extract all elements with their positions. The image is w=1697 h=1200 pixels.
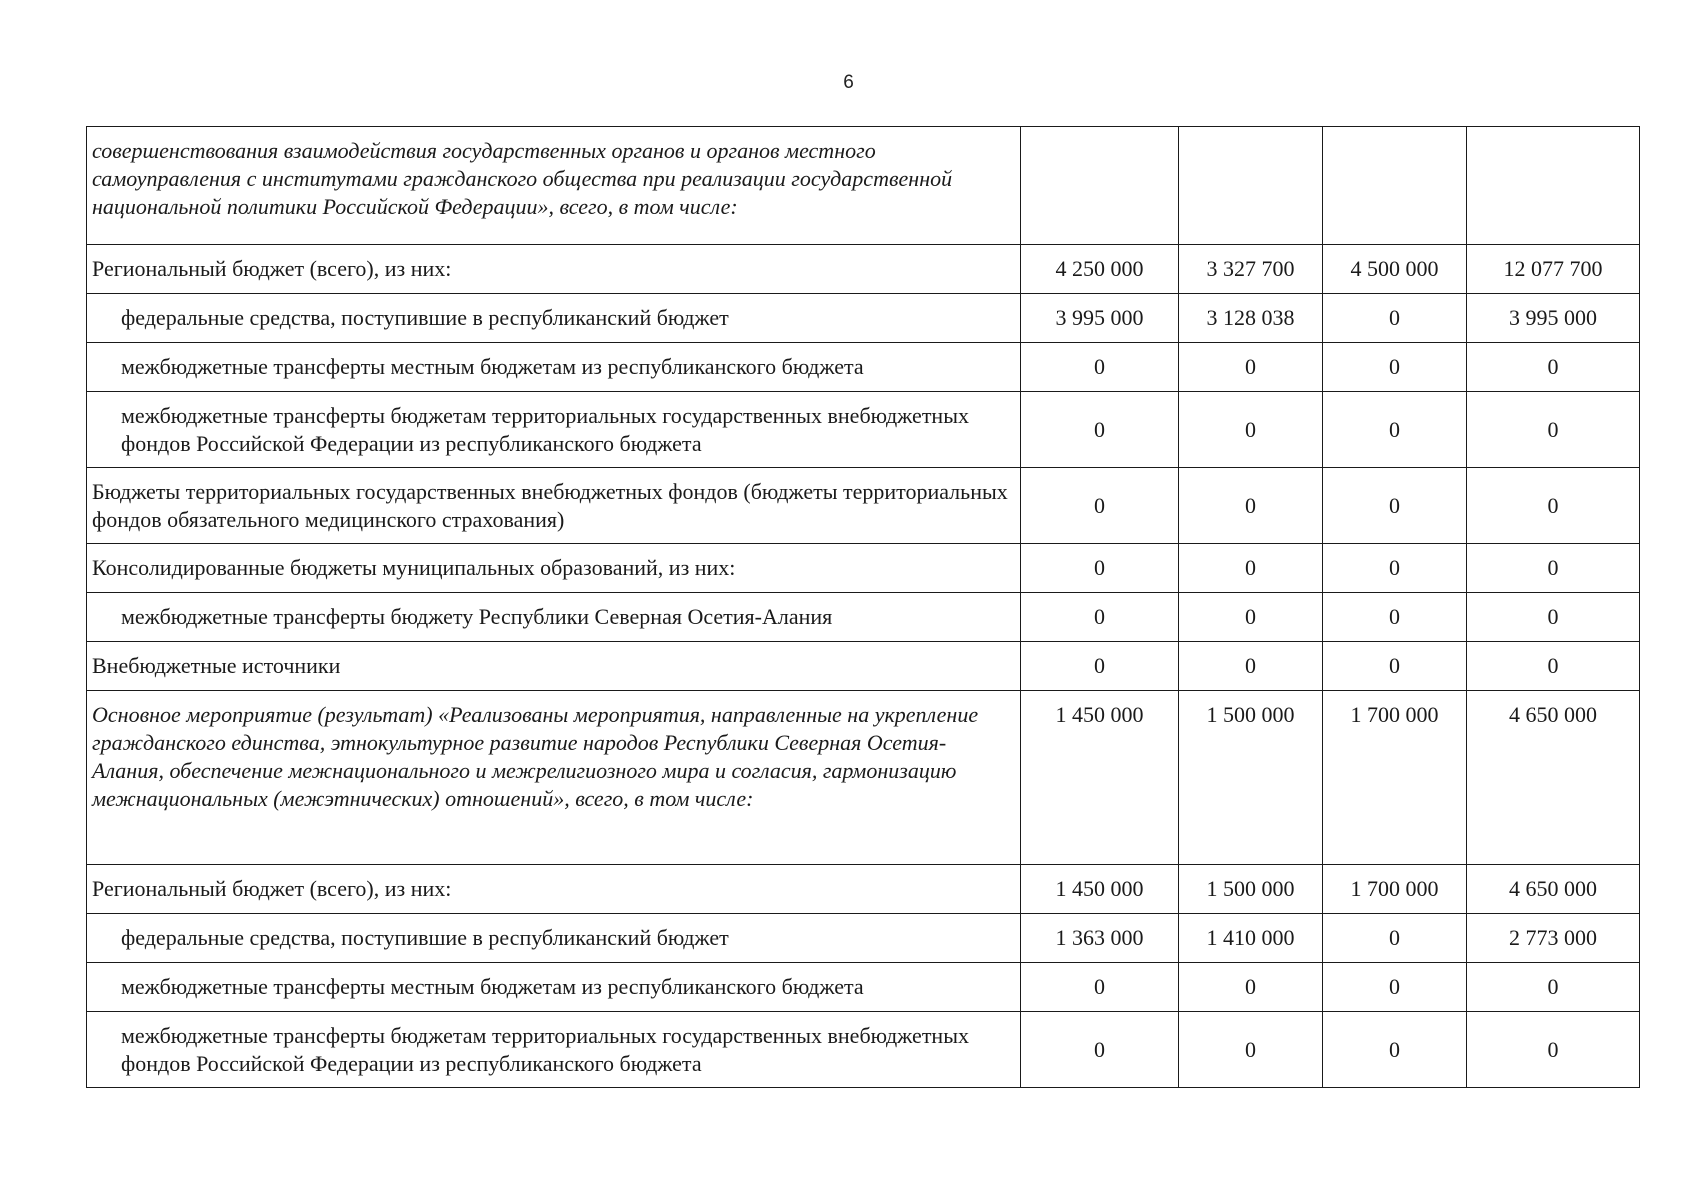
row-label: Основное мероприятие (результат) «Реализованы мероприятия, направленные на укрепление гражданского единства, этнокультурное развитие народов Республики Северная Осетия-Алания, обеспечение межнационального и межрелигиозного мира и согласия, гармонизацию межнациональных (межэтнических) отношений», всего, в том числе: xyxy=(87,691,1021,865)
row-value-4: 4 650 000 xyxy=(1467,865,1640,914)
row-value-1: 1 450 000 xyxy=(1021,865,1179,914)
row-value-4: 2 773 000 xyxy=(1467,914,1640,963)
row-value-1: 0 xyxy=(1021,593,1179,642)
row-value-1: 0 xyxy=(1021,343,1179,392)
row-value-1: 0 xyxy=(1021,963,1179,1012)
row-value-4: 0 xyxy=(1467,392,1640,468)
row-label: Консолидированные бюджеты муниципальных образований, из них: xyxy=(87,544,1021,593)
row-value-3: 0 xyxy=(1323,294,1467,343)
table-row xyxy=(87,1012,1640,1088)
row-value-3: 0 xyxy=(1323,392,1467,468)
row-value-2: 0 xyxy=(1179,963,1323,1012)
row-value-4: 0 xyxy=(1467,1012,1640,1088)
row-label: федеральные средства, поступившие в республиканский бюджет xyxy=(87,294,1021,343)
row-value-4: 0 xyxy=(1467,468,1640,544)
row-value-2: 0 xyxy=(1179,544,1323,593)
row-value-1: 0 xyxy=(1021,642,1179,691)
row-label: Внебюджетные источники xyxy=(87,642,1021,691)
table-row xyxy=(87,914,1640,963)
row-value-2: 1 500 000 xyxy=(1179,691,1323,865)
row-value-3: 0 xyxy=(1323,343,1467,392)
row-value-2: 0 xyxy=(1179,593,1323,642)
row-value-4: 3 995 000 xyxy=(1467,294,1640,343)
row-value-4: 12 077 700 xyxy=(1467,245,1640,294)
row-value-1: 4 250 000 xyxy=(1021,245,1179,294)
row-value-3: 0 xyxy=(1323,1012,1467,1088)
row-label: межбюджетные трансферты бюджету Республики Северная Осетия-Алания xyxy=(87,593,1021,642)
table-row xyxy=(87,245,1640,294)
row-label: совершенствования взаимодействия государственных органов и органов местного самоуправления с институтами гражданского общества при реализации государственной национальной политики Российской Федерации», всего, в том числе: xyxy=(87,127,1021,245)
row-value-3: 0 xyxy=(1323,642,1467,691)
row-label: межбюджетные трансферты местным бюджетам из республиканского бюджета xyxy=(87,343,1021,392)
row-value-1: 0 xyxy=(1021,392,1179,468)
row-label: Региональный бюджет (всего), из них: xyxy=(87,245,1021,294)
row-value-3: 0 xyxy=(1323,544,1467,593)
table-row xyxy=(87,544,1640,593)
row-value-1 xyxy=(1021,127,1179,245)
table-row xyxy=(87,642,1640,691)
row-value-3: 0 xyxy=(1323,914,1467,963)
row-value-2: 0 xyxy=(1179,392,1323,468)
row-value-3 xyxy=(1323,127,1467,245)
table-row xyxy=(87,865,1640,914)
row-value-4: 0 xyxy=(1467,593,1640,642)
row-value-3: 1 700 000 xyxy=(1323,865,1467,914)
row-value-1: 0 xyxy=(1021,1012,1179,1088)
row-value-2: 0 xyxy=(1179,642,1323,691)
row-value-3: 0 xyxy=(1323,593,1467,642)
row-value-1: 1 363 000 xyxy=(1021,914,1179,963)
table-row xyxy=(87,468,1640,544)
row-value-1: 0 xyxy=(1021,468,1179,544)
row-value-2: 1 500 000 xyxy=(1179,865,1323,914)
table-row xyxy=(87,963,1640,1012)
row-value-2: 0 xyxy=(1179,468,1323,544)
row-label: Бюджеты территориальных государственных внебюджетных фондов (бюджеты территориальных фондов обязательного медицинского страхования) xyxy=(87,468,1021,544)
table-row xyxy=(87,343,1640,392)
table-row xyxy=(87,127,1640,245)
row-label: межбюджетные трансферты местным бюджетам из республиканского бюджета xyxy=(87,963,1021,1012)
row-label: межбюджетные трансферты бюджетам территориальных государственных внебюджетных фондов Российской Федерации из республиканского бюджета xyxy=(87,392,1021,468)
row-value-3: 0 xyxy=(1323,468,1467,544)
row-value-4: 0 xyxy=(1467,343,1640,392)
row-value-2: 1 410 000 xyxy=(1179,914,1323,963)
row-value-4: 0 xyxy=(1467,544,1640,593)
row-value-1: 0 xyxy=(1021,544,1179,593)
row-value-2: 0 xyxy=(1179,1012,1323,1088)
row-value-1: 3 995 000 xyxy=(1021,294,1179,343)
budget-table xyxy=(86,126,1640,1088)
row-value-4: 0 xyxy=(1467,963,1640,1012)
row-value-3: 0 xyxy=(1323,963,1467,1012)
table-row xyxy=(87,691,1640,865)
row-value-2: 0 xyxy=(1179,343,1323,392)
row-value-3: 4 500 000 xyxy=(1323,245,1467,294)
table-row xyxy=(87,294,1640,343)
row-label: межбюджетные трансферты бюджетам территориальных государственных внебюджетных фондов Российской Федерации из республиканского бюджета xyxy=(87,1012,1021,1088)
row-value-1: 1 450 000 xyxy=(1021,691,1179,865)
row-value-4: 0 xyxy=(1467,642,1640,691)
page-number: 6 xyxy=(843,72,854,93)
row-value-4: 4 650 000 xyxy=(1467,691,1640,865)
row-value-2: 3 128 038 xyxy=(1179,294,1323,343)
row-value-2 xyxy=(1179,127,1323,245)
row-value-4 xyxy=(1467,127,1640,245)
row-label: федеральные средства, поступившие в республиканский бюджет xyxy=(87,914,1021,963)
row-value-3: 1 700 000 xyxy=(1323,691,1467,865)
row-value-2: 3 327 700 xyxy=(1179,245,1323,294)
row-label: Региональный бюджет (всего), из них: xyxy=(87,865,1021,914)
table-row xyxy=(87,593,1640,642)
table-row xyxy=(87,392,1640,468)
